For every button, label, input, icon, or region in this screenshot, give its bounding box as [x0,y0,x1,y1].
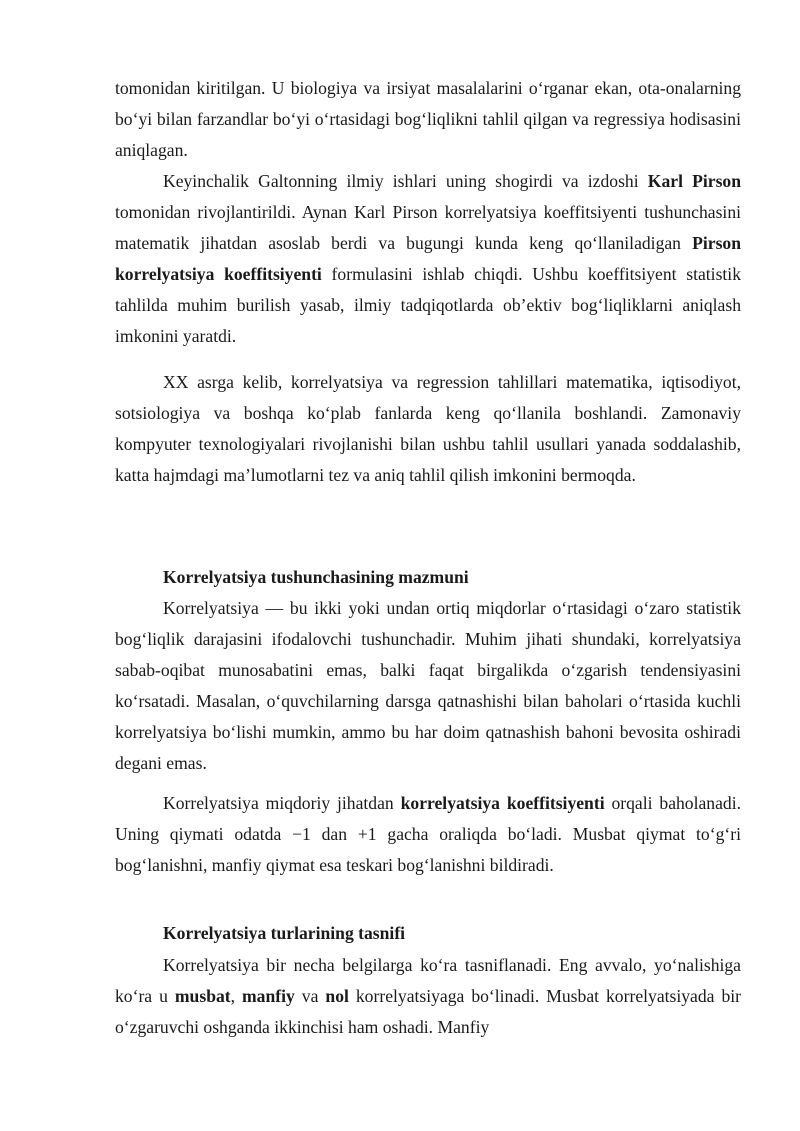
bold-term-karl-pirson: Karl Pirson [647,171,741,191]
paragraph-correlation-coefficient [115,788,741,881]
text-run: Korrelyatsiya miqdoriy jihatdan [163,793,401,813]
text-run: formulasini ishlab chiqdi. Ushbu koeffitsiyent statistik tahlilda muhim burilish yasab, ilmiy tadqiqotlarda ob’ektiv bog‘liqliklarni aniqlash imkonini yaratdi. [115,263,741,346]
text-run: korrelyatsiyaga bo‘linadi. Musbat korrelyatsiyada bir o‘zgaruvchi oshganda ikkinchisi ham oshadi. Manfiy [115,985,741,1037]
paragraph-correlation-definition: Korrelyatsiya — bu ikki yoki undan ortiq miqdorlar o‘rtasidagi o‘zaro statistik bog‘liqlik darajasini ifodalovchi tushunchadir. Muhim jihati shundaki, korrelyatsiya sabab-oqibat munosabatini emas, balki faqat birgalikda o‘zgarish tendensiyasini ko‘rsatadi. Masalan, o‘quvchilarning darsga qatnashishi bilan baholari o‘rtasida kuchli korrelyatsiya bo‘lishi mumkin, ammo bu har doim qatnashish bahoni bevosita oshiradi degani emas. [115,598,741,773]
bold-term-negative: manfiy [242,985,295,1006]
text-run: Korrelyatsiya bir necha belgilarga ko‘ra tasniflanadi. Eng avvalo, yo‘nalishiga ko‘ra u [115,955,741,1006]
text-run: tomonidan rivojlantirildi. Aynan Karl Pirson korrelyatsiya koeffitsiyenti tushunchasini matematik jihatdan asoslab berdi va bugungi kunda keng qo‘llaniladigan [115,201,741,253]
bold-term-correlation-coefficient: korrelyatsiya koeffitsiyenti [400,793,605,813]
section-heading-concept: Korrelyatsiya tushunchasining mazmuni [163,567,469,587]
text-run: , [230,985,243,1006]
section-heading-types: Korrelyatsiya turlarining tasnifi [163,923,406,943]
text-run: orqali baholanadi. Uning qiymati odatda −1 dan +1 gacha oraliqda bo‘ladi. Musbat qiymat to‘g‘ri bog‘lanishni, manfiy qiymat esa teskari bog‘lanishni bildiradi. [115,793,741,875]
bold-term-positive: musbat [174,985,231,1006]
bold-term-pirson-coefficient: Pirson korrelyatsiya koeffitsiyenti [115,232,741,284]
paragraph-karl-pirson [115,166,741,351]
text-run: va [294,985,326,1006]
paragraph-galton-regression: tomonidan kiritilgan. U biologiya va irsiyat masalalarini o‘rganar ekan, ota-onalarning bo‘yi bilan farzandlar bo‘yi o‘rtasidagi bog‘liqlikni tahlil qilgan va regressiya hodisasini aniqlagan. [115,78,741,160]
bold-term-zero: nol [325,985,349,1006]
paragraph-xx-century: XX asrga kelib, korrelyatsiya va regression tahlillari matematika, iqtisodiyot, sotsiologiya va boshqa ko‘plab fanlarda keng qo‘llanila boshlandi. Zamonaviy kompyuter texnologiyalari rivojlanishi bilan ushbu tahlil usullari yanada soddalashib, katta hajmdagi ma’lumotlarni tez va aniq tahlil qilish imkonini bermoqda. [115,372,741,485]
paragraph-correlation-types [115,950,741,1043]
text-run: Keyinchalik Galtonning ilmiy ishlari uning shogirdi va izdoshi [163,171,648,191]
